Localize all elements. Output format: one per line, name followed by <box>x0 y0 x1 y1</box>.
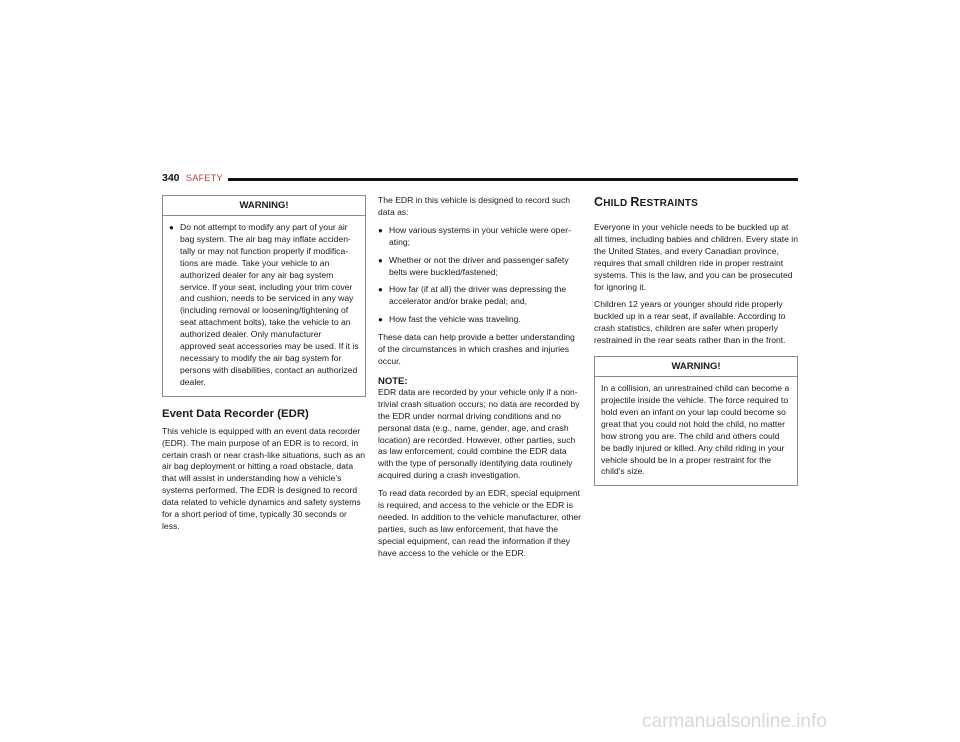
list-item <box>378 255 582 279</box>
watermark: carmanualsonline.info <box>642 711 827 732</box>
list-item-text: How far (if at all) the driver was depressing the accelerator and/or brake pedal; and, <box>389 284 567 307</box>
column-middle <box>378 195 582 566</box>
list-item-text: How fast the vehicle was traveling. <box>389 314 521 325</box>
list-item-text: How various systems in your vehicle were operating; <box>389 224 571 247</box>
warning-bullet <box>169 222 359 389</box>
column-right <box>594 195 798 486</box>
edr-purpose-paragraph: These data can help provide a better understanding of the circumstances in which crashes and injuries occur. <box>378 332 575 366</box>
bullet-icon: ● <box>378 285 383 295</box>
edr-heading: Event Data Recorder (EDR) <box>162 407 309 420</box>
edr-paragraph: This vehicle is equipped with an event data recorder (EDR). The main purpose of an EDR is to record, in certain crash or near crash-like situations, such as an air bag deployment or hitting a road obstacle, data that will assist in understanding how a vehicle’s systems performed. The EDR is designed to record data related to vehicle dynamics and safety systems for a short period of time, typically 30 seconds or less. <box>162 425 366 531</box>
bullet-icon: ● <box>378 315 383 325</box>
warning-title: WARNING! <box>163 196 365 216</box>
list-item <box>378 284 582 308</box>
column-left <box>162 195 366 539</box>
bullet-icon: ● <box>378 225 383 235</box>
edr-intro: The EDR in this vehicle is designed to record such data as: <box>378 195 571 217</box>
bullet-icon: ● <box>169 223 174 232</box>
edr-access-paragraph: To read data recorded by an EDR, special equipment is required, and access to the vehicle or the EDR is needed. In addition to the vehicle manufacturer, other parties, such as law enforcement, that have the special equipment, can read the information if they have access to the vehicle or the EDR. <box>378 488 582 558</box>
page-header <box>162 172 798 186</box>
warning-bullet-list <box>169 222 359 389</box>
warning-title: WARNING! <box>595 357 797 377</box>
header-rule <box>228 178 798 181</box>
child-warning-box <box>594 356 798 486</box>
list-item <box>378 314 582 326</box>
edr-data-list <box>378 225 582 326</box>
list-item <box>378 225 582 249</box>
note-label: NOTE: <box>378 375 408 387</box>
list-item-text: Whether or not the driver and passenger safety belts were buckled/fastened; <box>389 254 569 277</box>
warning-bullet-text: Do not attempt to modify any part of your air bag system. The air bag may inflate accidentally or may not function properly if modifications are made. Take your vehicle to an authorized dealer for any air bag system service. If your seat, including your trim cover and cushion, needs to be serviced in any way (including removal or loosening/tightening of seat attachment bolts), take the vehicle to an authorized dealer. Only manufacturer approved seat accessories may be used. If it is necessary to modify the air bag system for persons with disabilities, contact an authorized dealer. <box>180 222 359 387</box>
airbag-warning-box <box>162 195 366 397</box>
page-number: 340 <box>162 172 180 184</box>
child-restraints-paragraph-2: Children 12 years or younger should ride properly buckled up in a rear seat, if available. According to crash statistics, children are safer when properly restrained in the rear seats rather than in the front. <box>594 299 786 346</box>
chapter-heading: CHILD RESTRAINTS <box>594 195 699 209</box>
section-title: SAFETY <box>186 172 223 183</box>
warning-text: In a collision, an unrestrained child can become a projectile inside the vehicle. The force required to hold even an infant on your lap could become so great that you could not hold the child, no matter how strong you are. The child and others could be badly injured or killed. Any child riding in your vehicle should be in a proper restraint for the child’s size. <box>601 383 790 477</box>
note-text: EDR data are recorded by your vehicle only if a non-trivial crash situation occurs; no data are recorded by the EDR under normal driving conditions and no personal data (e.g., name, gender, age, and crash location) are recorded. However, other parties, such as law enforcement, could combine the EDR data with the type of personally identifying data routinely acquired during a crash investigation. <box>378 386 580 481</box>
child-restraints-paragraph-1: Everyone in your vehicle needs to be buckled up at all times, including babies and children. Every state in the United States, and every Canadian province, requires that small children ride in proper restraint systems. This is the law, and you can be prosecuted for ignoring it. <box>594 222 798 292</box>
bullet-icon: ● <box>378 255 383 265</box>
